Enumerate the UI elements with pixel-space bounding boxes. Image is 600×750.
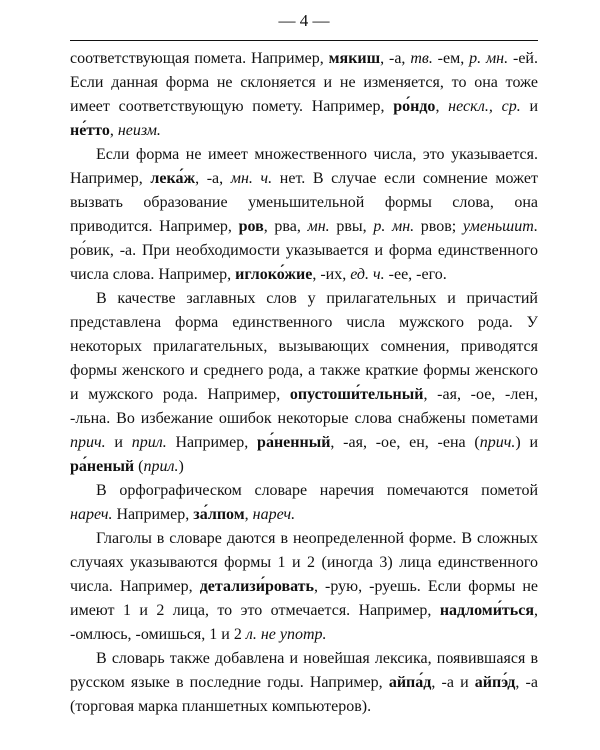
text-run: Например, [112, 506, 194, 523]
page-number: — 4 — [278, 11, 330, 30]
paragraph [70, 143, 538, 287]
body-text [70, 47, 538, 719]
headword: опустоши́тельный [289, 386, 424, 403]
text-run: , рва, [263, 218, 308, 235]
headword: иглоко́жие [235, 266, 313, 283]
text-run: , -их, [312, 266, 351, 283]
text-run: , -а, [380, 50, 411, 67]
text-run: , -а и [431, 674, 475, 691]
headword: айпа́д [388, 674, 432, 691]
paragraph [70, 527, 538, 647]
headword: ра́ненный [257, 434, 331, 451]
text-run: , [244, 506, 253, 523]
text-run: Если форма не имеет множественного числа, это указывается. Например, [70, 146, 538, 187]
grammar-label: нареч. [70, 506, 113, 523]
text-run: ро́вик, -а. При необходимости указывается и форма единственного числа слова. Например, [70, 242, 538, 283]
text-run: -ем, [432, 50, 470, 67]
headword: ра́неный [70, 458, 135, 475]
headword: не́тто [70, 122, 110, 139]
text-run: , -а (торговая марка планшетных компьютеров). [70, 674, 538, 715]
headword: мякиш [328, 50, 381, 67]
grammar-label: мн. ч. [230, 170, 273, 187]
text-run: и [520, 98, 539, 115]
paragraph [70, 47, 538, 143]
paragraph [70, 287, 538, 479]
text-run: , [109, 122, 118, 139]
text-run: ( [134, 458, 144, 475]
headword: айпэ́д [474, 674, 516, 691]
grammar-label: мн. [307, 218, 330, 235]
headword: ров [238, 218, 264, 235]
headword: ро́ндо [393, 98, 436, 115]
grammar-label: л. не употр. [245, 626, 327, 643]
grammar-label: р. мн. [469, 50, 509, 67]
text-run: и [105, 434, 132, 451]
grammar-label: прил. [131, 434, 167, 451]
headword: лека́ж [150, 170, 196, 187]
grammar-label: неизм. [117, 122, 161, 139]
text-run: ) и [515, 434, 539, 451]
text-run: , -ая, -ое, -лен, -льна. Во избежание ошибок некоторые слова снабжены пометами [70, 386, 538, 427]
grammar-label: прич. [70, 434, 106, 451]
headword: детализи́ровать [199, 578, 314, 595]
text-run: нет. В случае если сомнение может вызвать образование уменьшительной формы слова, она приводится. Например, [70, 170, 538, 235]
text-run: В орфографическом словаре наречия помечаются пометой [96, 482, 538, 499]
header-rule [70, 40, 538, 41]
text-run: В качестве заглавных слов у прилагательных и причастий представлена форма единственного числа мужского рода. У некоторых прилагательных, вызывающих сомнения, приводятся формы женского и среднего рода, а также краткие формы женского и мужского рода. Например, [70, 290, 538, 403]
text-run: ) [178, 458, 184, 475]
text-run: , -ая, -ое, ен, -ена ( [330, 434, 480, 451]
grammar-label: нареч. [252, 506, 296, 523]
grammar-label: прич. [479, 434, 516, 451]
text-run: -ее, -его. [384, 266, 447, 283]
text-run: , -рую, -руешь. Если формы не имеют 1 и 2 лица, то это отмечается. Например, [70, 578, 539, 619]
text-run: рвов; [414, 218, 463, 235]
grammar-label: нескл., ср. [448, 98, 521, 115]
grammar-label: р. мн. [373, 218, 415, 235]
paragraph [70, 647, 538, 719]
paragraph [70, 479, 538, 527]
text-run: В словарь также добавлена и новейшая лексика, появившаяся в русском языке в последние годы. Например, [70, 650, 538, 691]
text-run: рвы, [329, 218, 374, 235]
text-run: соответствующая помета. Например, [70, 50, 329, 67]
text-run: Например, [166, 434, 258, 451]
grammar-label: прил. [143, 458, 179, 475]
grammar-label: тв. [410, 50, 433, 67]
grammar-label: уменьшит. [462, 218, 538, 235]
headword: за́лпом [193, 506, 245, 523]
grammar-label: ед. ч. [350, 266, 385, 283]
text-run: Глаголы в словаре даются в неопределенной форме. В сложных случаях указываются формы 1 и 2 (иногда 3) лица единственного числа. Например, [70, 530, 538, 595]
headword: надломи́ться [439, 602, 534, 619]
text-run: -ей. Если данная форма не склоняется и не изменяется, то она тоже имеет соответствующую помету. Например, [70, 50, 538, 115]
text-run: , [435, 98, 449, 115]
text-run: , -а, [195, 170, 231, 187]
text-run: , -омлюсь, -омишься, 1 и 2 [70, 602, 538, 643]
